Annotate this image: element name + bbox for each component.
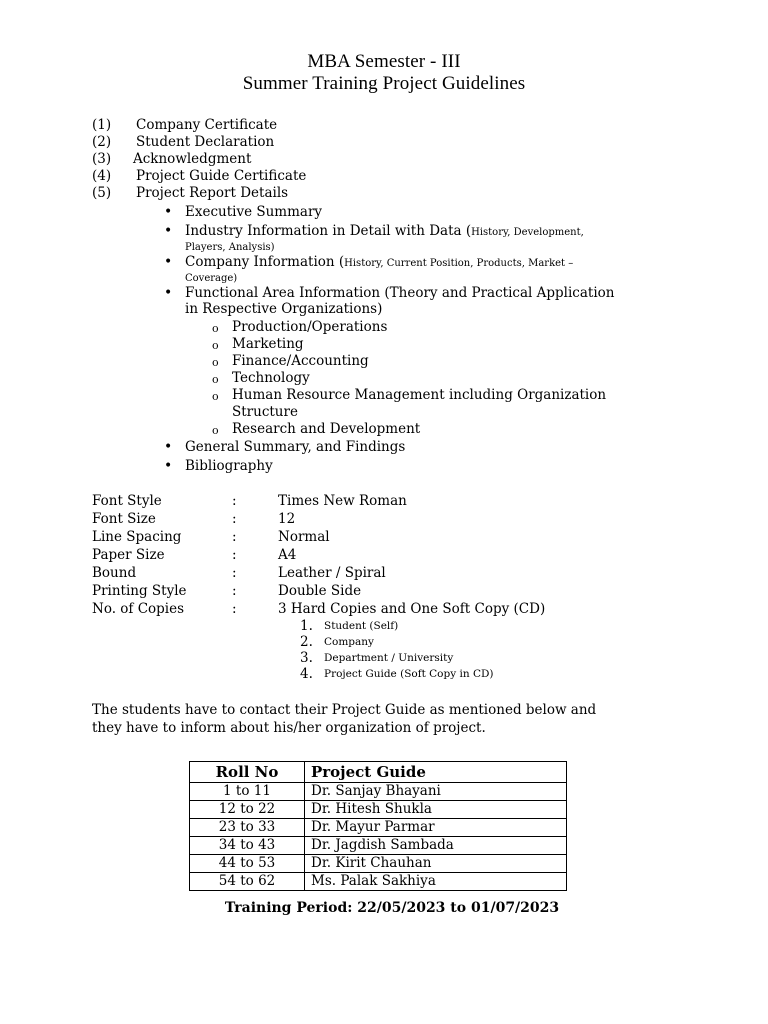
table-row: 44 to 53 Dr. Kirit Chauhan xyxy=(190,855,567,873)
list-item: (5) Project Report Details xyxy=(92,185,289,201)
circle-bullet-icon: o xyxy=(212,424,219,437)
training-period: Training Period: 22/05/2023 to 01/07/2023 xyxy=(224,900,560,916)
circle-bullet-icon: o xyxy=(212,373,219,386)
bullet-icon: • xyxy=(164,223,173,239)
list-item: (4) Project Guide Certificate xyxy=(92,168,307,184)
column-header: Project Guide xyxy=(305,762,567,783)
list-item: (1) Company Certificate xyxy=(92,117,278,133)
circle-bullet-icon: o xyxy=(212,356,219,369)
page-title: MBA Semester - III xyxy=(307,51,461,72)
bullet-icon: • xyxy=(164,439,173,455)
instructions-paragraph: The students have to contact their Project Guide as mentioned below and they have to inform about his/her organization of project. xyxy=(92,702,597,736)
circle-bullet-icon: o xyxy=(212,390,219,403)
page-subtitle: Summer Training Project Guidelines xyxy=(242,73,526,94)
bullet-icon: • xyxy=(164,204,173,220)
circle-bullet-icon: o xyxy=(212,339,219,352)
table-row: 54 to 62 Ms. Palak Sakhiya xyxy=(190,873,567,891)
document-page: MBA Semester - III Summer Training Project Guidelines (1) Company Certificate (2) Student Declaration (3) Acknowledgment (4) Project Guide Certificate (5) Project Report Details • Executive Summary • Industry Information in Detail with Data (History, Development, Players, Analysis) • Company Information (History, Current Position, Products, Market – Coverage) • Functional Area Information (Theory and Practical Application in Respective Organizations) o Production/Operations o Marketing o Finance/Accounting o Technology o Human Resource Management including Organization Structure o Research and Development • General Summary, and Findings • Bibliography Font Style : Times New Roman Font Size : 12 Line Spacing : Normal Paper Size : A4 Bound : Leather / Spiral Printing Style : Double Side No. of Copies : 3 Hard Copies and One Soft Copy (CD) 1. Student (Self) 2. Company 3. Department / University 4. Project Guide (Soft Copy in CD) The students have to contact their Project Guide as mentioned below and they have to inform about his/her organization of project. Roll No Project Guide 1 to 11 Dr. Sanjay Bhayani 12 to 22 Dr. Hitesh Shukla 23 to 33 Dr. Mayur Parmar 34 to 43 Dr. Jagdish Sambada 44 to 53 Dr. Kirit Chauhan 54 to 62 Ms. Palak Sakhiya Training Period: 22/05/2023 to 01/07/2023 xyxy=(0,0,768,1024)
table-row: 34 to 43 Dr. Jagdish Sambada xyxy=(190,837,567,855)
list-item: (2) Student Declaration xyxy=(92,134,275,150)
bullet-icon: • xyxy=(164,458,173,474)
column-header: Roll No xyxy=(190,762,305,783)
table-header-row xyxy=(190,762,567,783)
table-row: 23 to 33 Dr. Mayur Parmar xyxy=(190,819,567,837)
numbered-list xyxy=(92,117,306,202)
table-row: 12 to 22 Dr. Hitesh Shukla xyxy=(190,801,567,819)
circle-bullet-icon: o xyxy=(212,322,219,335)
table-row: 1 to 11 Dr. Sanjay Bhayani xyxy=(190,783,567,801)
project-guide-table xyxy=(189,761,567,891)
list-item: (3) Acknowledgment xyxy=(92,151,252,167)
bullet-icon: • xyxy=(164,285,173,301)
bullet-icon: • xyxy=(164,254,173,270)
